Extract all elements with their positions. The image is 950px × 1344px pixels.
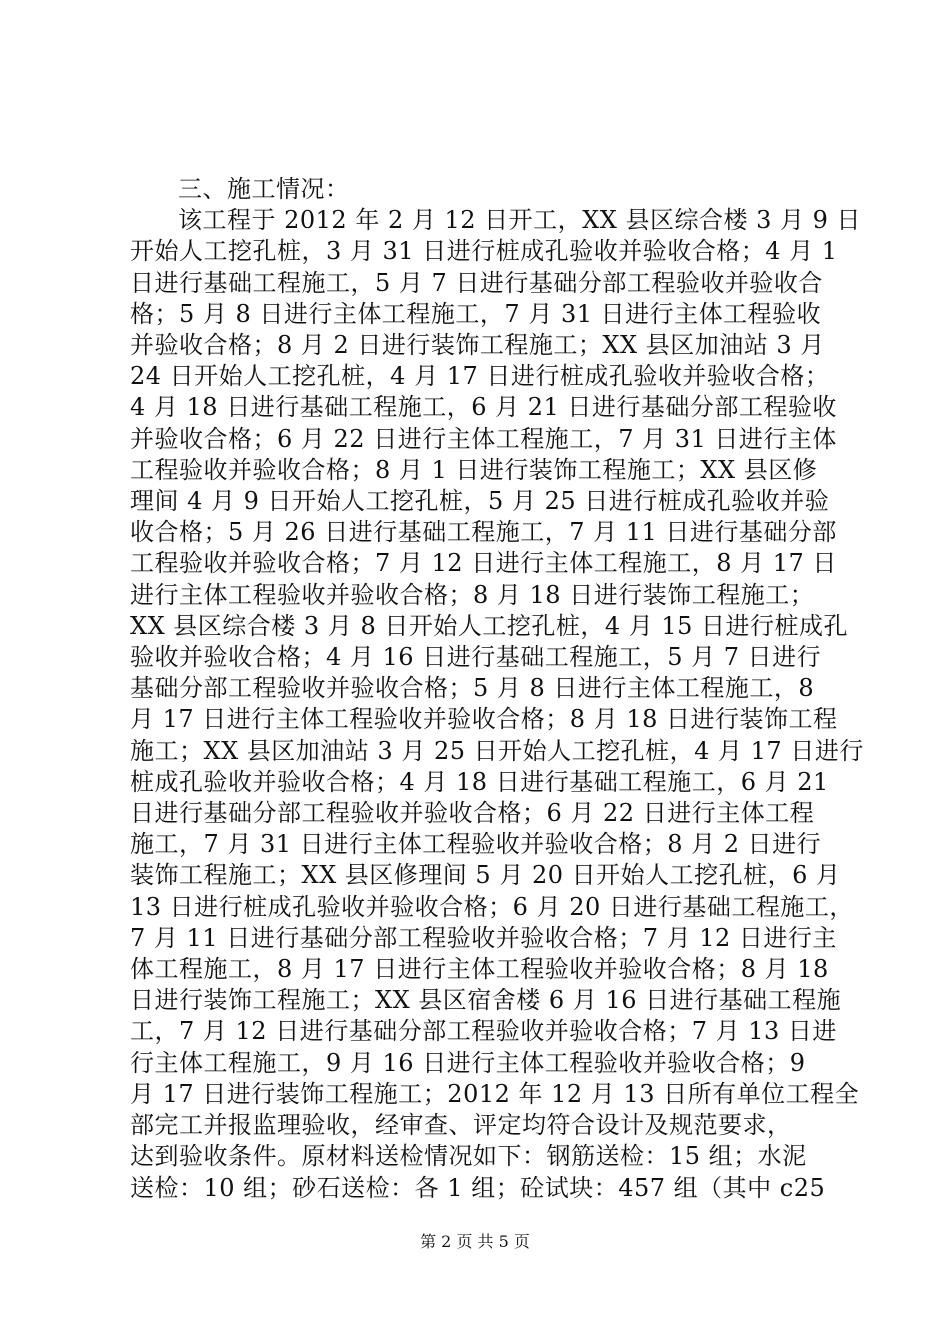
text-line: 7 月 11 日进行基础分部工程验收并验收合格；7 月 12 日进行主 <box>130 923 837 952</box>
text-line: 日进行装饰工程施工；XX 县区宿舍楼 6 月 16 日进行基础工程施 <box>130 986 842 1015</box>
text-line: 桩成孔验收并验收合格；4 月 18 日进行基础工程施工，6 月 21 <box>130 767 829 796</box>
text-line: 施工，7 月 31 日进行主体工程验收并验收合格；8 月 2 日进行 <box>130 830 822 859</box>
page-footer: 第 2 页 共 5 页 <box>420 1232 530 1251</box>
text-line: 月 17 日进行主体工程验收并验收合格；8 月 18 日进行装饰工程 <box>130 705 838 734</box>
text-line: 装饰工程施工；XX 县区修理间 5 月 20 日开始人工挖孔桩，6 月 <box>130 861 841 890</box>
document-body <box>130 174 864 1204</box>
text-line: 行主体工程施工，9 月 16 日进行主体工程验收并验收合格；9 <box>130 1048 806 1077</box>
text-line: 4 月 18 日进行基础工程施工，6 月 21 日进行基础分部工程验收 <box>130 393 837 422</box>
text-line: 工，7 月 12 日进行基础分部工程验收并验收合格；7 月 13 日进 <box>130 1017 837 1046</box>
text-line: 达到验收条件。原材料送检情况如下：钢筋送检：15 组；水泥 <box>130 1142 807 1171</box>
text-line: 并验收合格；8 月 2 日进行装饰工程施工；XX 县区加油站 3 月 <box>130 331 825 360</box>
text-line: 理间 4 月 9 日开始人工挖孔桩，5 月 25 日进行桩成孔验收并验 <box>130 487 830 516</box>
text-line: 该工程于 2012 年 2 月 12 日开工，XX 县区综合楼 3 月 9 日 <box>178 206 862 235</box>
text-line: 工程验收并验收合格；8 月 1 日进行装饰工程施工；XX 县区修 <box>130 455 818 484</box>
text-line: 格；5 月 8 日进行主体工程施工，7 月 31 日进行主体工程验收 <box>130 299 822 328</box>
text-line: XX 县区综合楼 3 月 8 日开始人工挖孔桩，4 月 15 日进行桩成孔 <box>130 611 849 640</box>
text-line: 验收并验收合格；4 月 16 日进行基础工程施工，5 月 7 日进行 <box>130 643 822 672</box>
text-line: 日进行基础分部工程验收并验收合格；6 月 22 日进行主体工程 <box>130 799 815 828</box>
text-line: 工程验收并验收合格；7 月 12 日进行主体工程施工，8 月 17 日 <box>130 549 837 578</box>
text-line: 部完工并报监理验收，经审查、评定均符合设计及规范要求， <box>130 1111 792 1140</box>
text-line: 基础分部工程验收并验收合格；5 月 8 日进行主体工程施工，8 <box>130 674 815 703</box>
text-line: 24 日开始人工挖孔桩，4 月 17 日进行桩成孔验收并验收合格； <box>130 362 830 391</box>
section-heading: 三、施工情况： <box>178 175 350 203</box>
text-line: 开始人工挖孔桩，3 月 31 日进行桩成孔验收并验收合格；4 月 1 <box>130 237 838 266</box>
text-line: 施工；XX 县区加油站 3 月 25 日开始人工挖孔桩，4 月 17 日进行 <box>130 736 864 765</box>
text-line: 体工程施工，8 月 17 日进行主体工程验收并验收合格；8 月 18 <box>130 955 829 984</box>
text-line: 进行主体工程验收并验收合格；8 月 18 日进行装饰工程施工； <box>130 580 815 609</box>
text-line: 并验收合格；6 月 22 日进行主体工程施工，7 月 31 日进行主体 <box>130 424 837 453</box>
text-line: 收合格；5 月 26 日进行基础工程施工，7 月 11 日进行基础分部 <box>130 518 837 547</box>
text-line: 月 17 日进行装饰工程施工；2012 年 12 月 13 日所有单位工程全 <box>130 1079 860 1108</box>
text-line: 送检：10 组；砂石送检：各 1 组；砼试块：457 组（其中 c25 <box>130 1173 826 1202</box>
text-line: 13 日进行桩成孔验收并验收合格；6 月 20 日进行基础工程施工， <box>130 892 854 921</box>
text-line: 日进行基础工程施工，5 月 7 日进行基础分部工程验收并验收合 <box>130 268 823 297</box>
